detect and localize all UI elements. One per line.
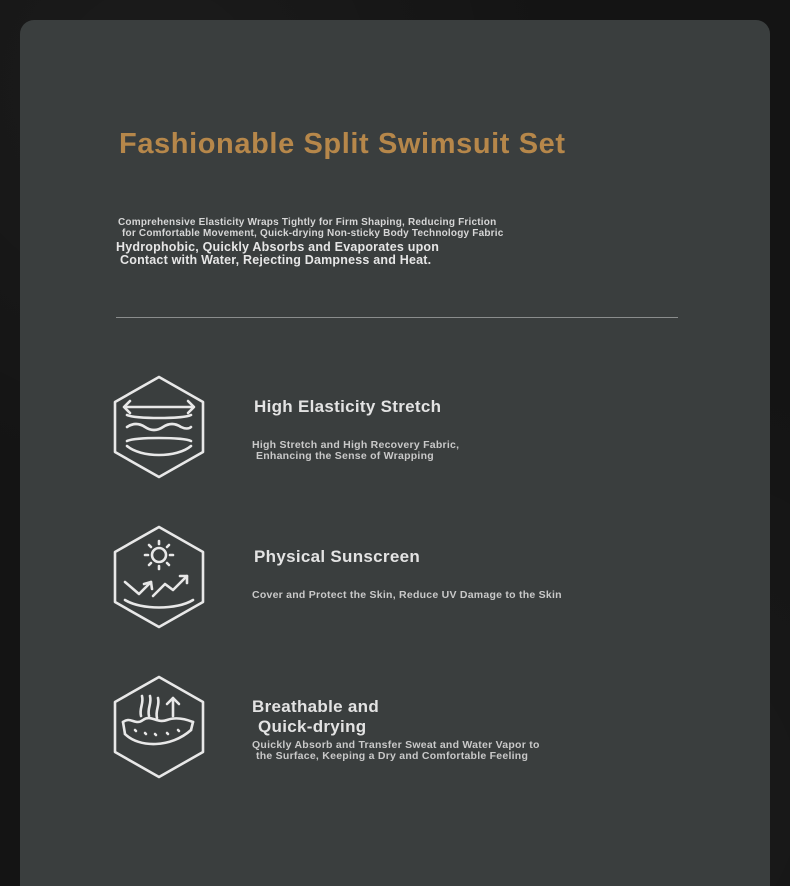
feature-title-line: Breathable and <box>252 697 380 716</box>
intro-large-line-1: Hydrophobic, Quickly Absorbs and Evaporates upon <box>116 240 440 254</box>
feature-title-line: Quick-drying <box>258 717 367 736</box>
feature-title-stretch: High Elasticity Stretch <box>254 397 442 416</box>
stretch-fabric-icon <box>111 374 207 480</box>
sun-uv-protection-icon <box>111 524 207 630</box>
intro-small-line-1: Comprehensive Elasticity Wraps Tightly for Firm Shaping, Reducing Friction <box>118 217 497 228</box>
page-title: Fashionable Split Swimsuit Set <box>119 128 566 160</box>
feature-title-breathable <box>252 697 379 737</box>
feature-desc-line: Quickly Absorb and Transfer Sweat and Water Vapor to <box>252 739 540 751</box>
intro-small-line-2: for Comfortable Movement, Quick-drying Non-sticky Body Technology Fabric <box>122 227 504 239</box>
section-divider <box>116 317 678 318</box>
feature-desc-sunscreen <box>252 590 562 601</box>
feature-desc-breathable <box>252 740 540 762</box>
feature-desc-line: Enhancing the Sense of Wrapping <box>256 450 434 462</box>
breathable-fabric-icon <box>111 674 207 780</box>
product-card <box>20 20 770 886</box>
intro-small-text <box>118 218 503 239</box>
feature-desc-line: the Surface, Keeping a Dry and Comfortable Feeling <box>256 750 529 762</box>
intro-large-line-2: Contact with Water, Rejecting Dampness and Heat. <box>120 252 432 267</box>
intro-large-text <box>116 241 439 266</box>
feature-desc-line: Cover and Protect the Skin, Reduce UV Damage to the Skin <box>252 589 562 601</box>
feature-desc-stretch <box>252 440 459 462</box>
feature-title-sunscreen: Physical Sunscreen <box>254 547 421 566</box>
feature-desc-line: High Stretch and High Recovery Fabric, <box>252 439 460 451</box>
